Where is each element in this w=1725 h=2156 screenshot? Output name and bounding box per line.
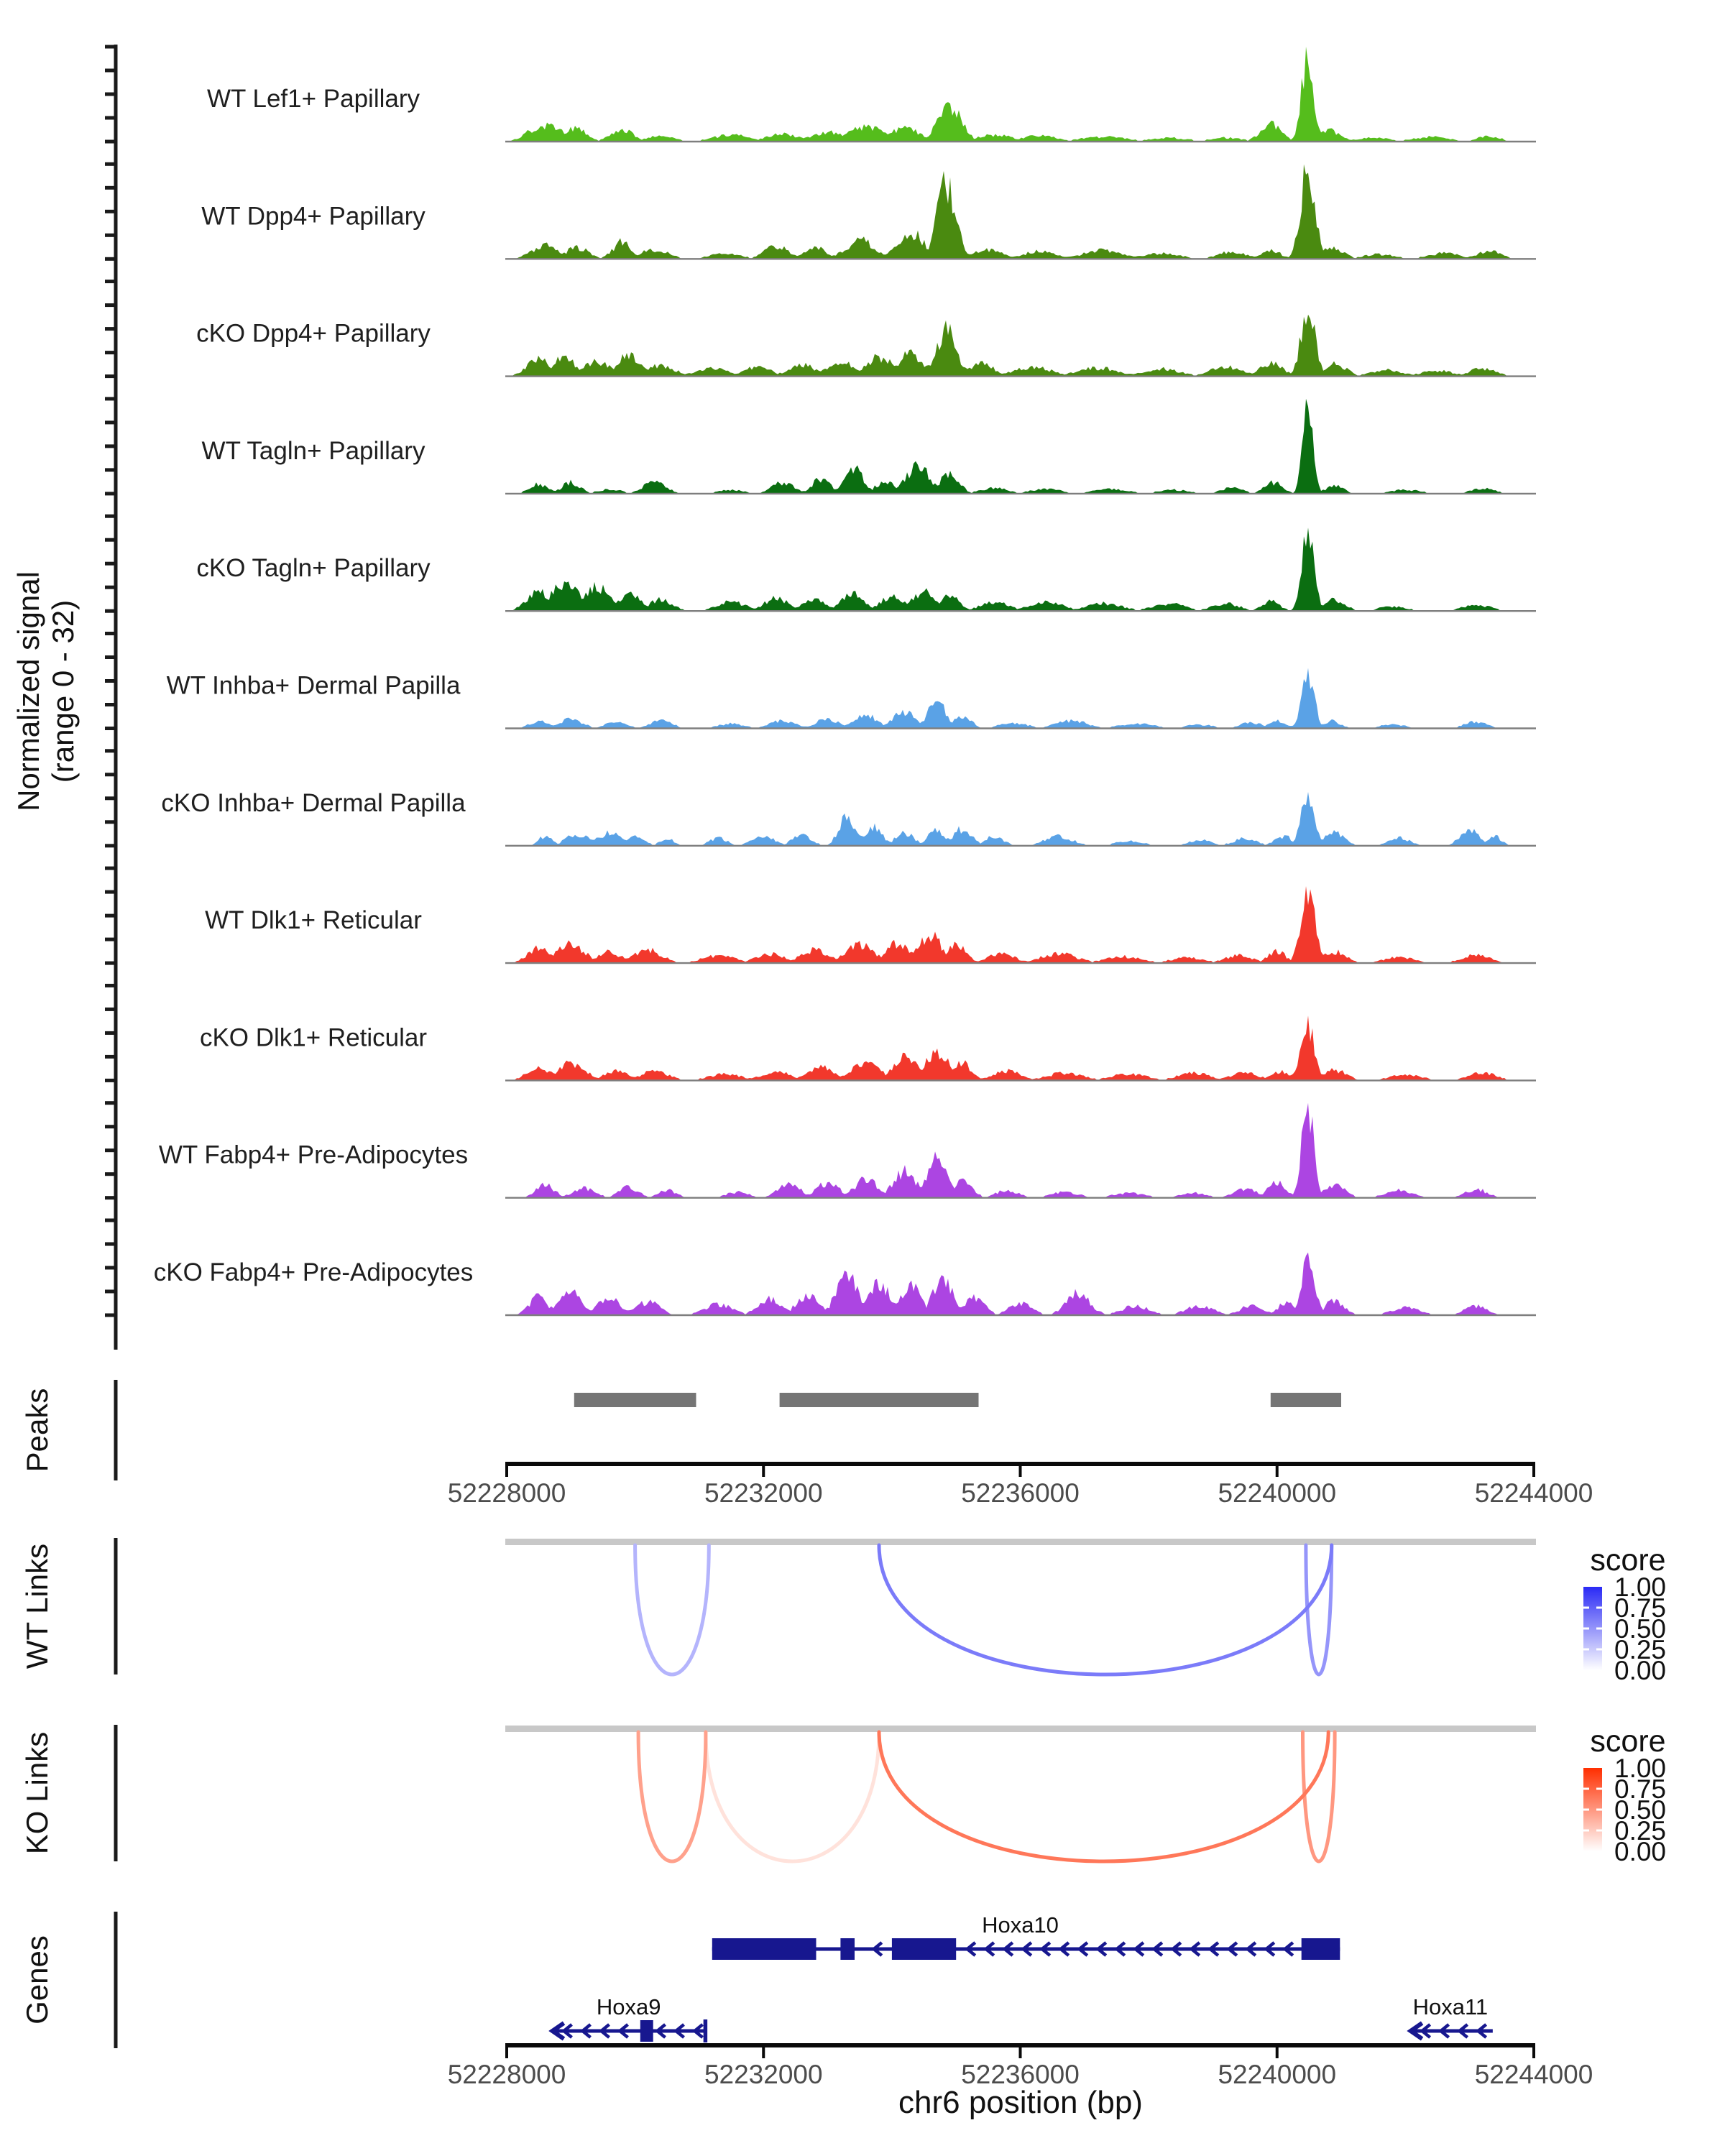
legend-tick-label: 0.50 <box>1614 1614 1667 1644</box>
legend-tick-label: 0.50 <box>1614 1795 1667 1825</box>
axis-tick-label: 52228000 <box>447 1478 566 1508</box>
legend-tick-label: 1.00 <box>1614 1572 1667 1602</box>
axis-tick-label: 52228000 <box>447 2060 566 2089</box>
axis-tick-label: 52240000 <box>1218 1478 1337 1508</box>
peak-bar <box>1271 1393 1341 1407</box>
wt-legend-title: score <box>1590 1543 1666 1577</box>
axis-tick-label: 52244000 <box>1474 1478 1593 1508</box>
ko-legend-title: score <box>1590 1724 1666 1759</box>
axis-tick-label: 52236000 <box>961 1478 1080 1508</box>
signal-track-label: WT Dlk1+ Reticular <box>205 906 422 935</box>
legend-tick-label: 0.75 <box>1614 1774 1667 1804</box>
signal-track-label: cKO Fabp4+ Pre-Adipocytes <box>153 1258 474 1286</box>
axis-tick-label: 52232000 <box>704 1478 823 1508</box>
axis-tick-label: 52244000 <box>1474 2060 1593 2089</box>
ko-links-section-label: KO Links <box>20 1731 54 1855</box>
legend-tick-label: 0.25 <box>1614 1816 1667 1846</box>
axis-tick-label: 52232000 <box>704 2060 823 2089</box>
y-axis-label-line1: Normalized signal <box>12 571 45 811</box>
signal-track-label: WT Dpp4+ Papillary <box>201 202 426 231</box>
gene-exon <box>640 2020 653 2042</box>
gene-exon <box>892 1938 956 1960</box>
gene-end-bar <box>704 2019 708 2042</box>
gene-label: Hoxa11 <box>1412 1994 1489 2019</box>
links-baseline-bar <box>505 1726 1536 1732</box>
legend-tick-label: 0.75 <box>1614 1593 1667 1623</box>
gene-label: Hoxa10 <box>982 1912 1059 1938</box>
peaks-section-label: Peaks <box>20 1388 54 1473</box>
signal-track-label: cKO Inhba+ Dermal Papilla <box>161 788 466 817</box>
signal-track-label: WT Lef1+ Papillary <box>206 85 420 113</box>
gene-label: Hoxa9 <box>596 1994 661 2019</box>
links-baseline-bar <box>505 1539 1536 1545</box>
gene-exon <box>840 1938 855 1960</box>
axis-tick-label: 52240000 <box>1218 2060 1337 2089</box>
wt-links-section-label: WT Links <box>20 1543 54 1669</box>
gene-exon <box>712 1938 816 1960</box>
signal-track-label: WT Fabp4+ Pre-Adipocytes <box>158 1141 469 1169</box>
wt-score-legend <box>1583 1572 1666 1685</box>
axis-tick-label: 52236000 <box>961 2060 1080 2089</box>
signal-track-label: cKO Tagln+ Papillary <box>196 554 431 583</box>
ko-score-legend <box>1583 1754 1666 1866</box>
y-axis-label-line2: (range 0 - 32) <box>46 599 80 783</box>
x-axis-title: chr6 position (bp) <box>898 2085 1143 2120</box>
legend-tick-label: 0.25 <box>1614 1635 1667 1664</box>
signal-track-label: WT Tagln+ Papillary <box>201 436 426 465</box>
signal-track-label: WT Inhba+ Dermal Papilla <box>166 671 461 700</box>
gene-exon <box>1302 1938 1340 1960</box>
legend-tick-label: 1.00 <box>1614 1754 1667 1783</box>
legend-tick-label: 0.00 <box>1614 1656 1667 1685</box>
peak-bar <box>574 1393 696 1407</box>
peak-bar <box>780 1393 979 1407</box>
legend-tick-label: 0.00 <box>1614 1837 1667 1866</box>
signal-track-label: cKO Dpp4+ Papillary <box>196 319 431 348</box>
signal-track-label: cKO Dlk1+ Reticular <box>199 1023 428 1052</box>
genes-section-label: Genes <box>20 1935 54 2024</box>
